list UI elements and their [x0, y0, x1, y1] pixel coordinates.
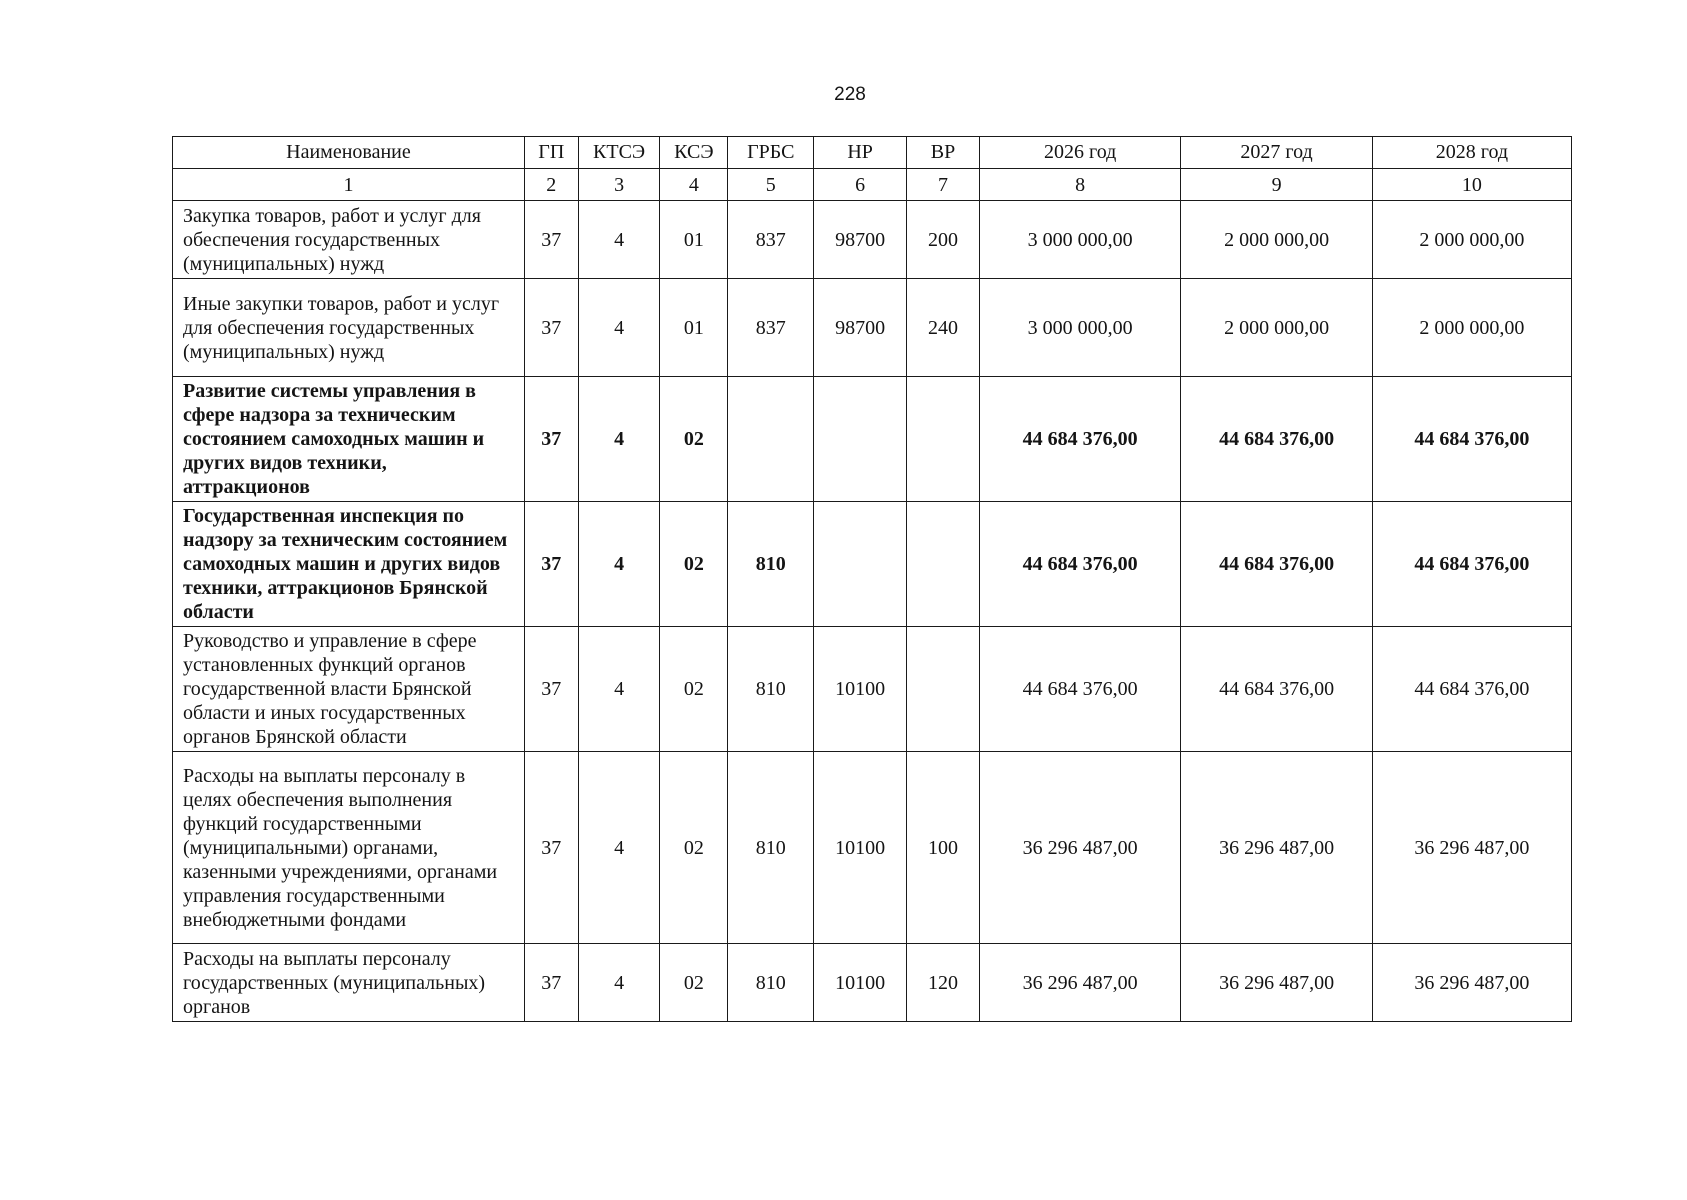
- cell-ktse: 4: [578, 377, 660, 502]
- cell-2028: 44 684 376,00: [1372, 627, 1571, 752]
- column-number-row: [173, 169, 1572, 201]
- cell-gp: 37: [524, 752, 578, 944]
- cell-kse: 01: [660, 279, 728, 377]
- cell-nr: 10100: [814, 944, 907, 1022]
- cell-gp: 37: [524, 944, 578, 1022]
- cell-kse: 02: [660, 752, 728, 944]
- header-2026: 2026 год: [980, 137, 1181, 169]
- cell-2026: 36 296 487,00: [980, 944, 1181, 1022]
- cell-vr: 200: [906, 201, 979, 279]
- cell-2028: 44 684 376,00: [1372, 377, 1571, 502]
- cell-vr: [906, 377, 979, 502]
- header-2028: 2028 год: [1372, 137, 1571, 169]
- cell-grbs: 837: [728, 279, 814, 377]
- cell-2028: 36 296 487,00: [1372, 944, 1571, 1022]
- cell-kse: 01: [660, 201, 728, 279]
- cell-2028: 2 000 000,00: [1372, 279, 1571, 377]
- row-name: Развитие системы управления в сфере надзора за техническим состоянием самоходных машин и других видов техники, аттракционов: [173, 377, 525, 502]
- cell-grbs: 837: [728, 201, 814, 279]
- cell-2027: 44 684 376,00: [1181, 627, 1373, 752]
- cell-nr: [814, 502, 907, 627]
- cell-grbs: [728, 377, 814, 502]
- cell-2026: 44 684 376,00: [980, 627, 1181, 752]
- column-number: 10: [1372, 169, 1571, 201]
- table-row: [173, 377, 1572, 502]
- cell-grbs: 810: [728, 502, 814, 627]
- cell-2026: 3 000 000,00: [980, 201, 1181, 279]
- column-number: 5: [728, 169, 814, 201]
- cell-grbs: 810: [728, 627, 814, 752]
- page-number: 228: [834, 84, 866, 105]
- cell-gp: 37: [524, 279, 578, 377]
- cell-gp: 37: [524, 377, 578, 502]
- table-row: [173, 201, 1572, 279]
- column-number: 8: [980, 169, 1181, 201]
- cell-2027: 44 684 376,00: [1181, 377, 1373, 502]
- cell-2027: 36 296 487,00: [1181, 752, 1373, 944]
- cell-2028: 2 000 000,00: [1372, 201, 1571, 279]
- cell-2028: 36 296 487,00: [1372, 752, 1571, 944]
- cell-2027: 2 000 000,00: [1181, 279, 1373, 377]
- cell-grbs: 810: [728, 752, 814, 944]
- cell-ktse: 4: [578, 944, 660, 1022]
- header-kse: КСЭ: [660, 137, 728, 169]
- cell-gp: 37: [524, 502, 578, 627]
- table-row: [173, 752, 1572, 944]
- cell-2027: 44 684 376,00: [1181, 502, 1373, 627]
- header-name: Наименование: [173, 137, 525, 169]
- header-grbs: ГРБС: [728, 137, 814, 169]
- header-ktse: КТСЭ: [578, 137, 660, 169]
- table-row: [173, 502, 1572, 627]
- cell-2027: 36 296 487,00: [1181, 944, 1373, 1022]
- column-number: 6: [814, 169, 907, 201]
- row-name: Расходы на выплаты персоналу в целях обеспечения выполнения функций государственными (муниципальными) органами, казенными учреждениями, органами управления государственными внебюджетными фондами: [173, 752, 525, 944]
- cell-2026: 36 296 487,00: [980, 752, 1181, 944]
- budget-table: [172, 136, 1572, 1022]
- cell-ktse: 4: [578, 627, 660, 752]
- cell-gp: 37: [524, 627, 578, 752]
- header-vr: ВР: [906, 137, 979, 169]
- cell-kse: 02: [660, 502, 728, 627]
- column-number: 9: [1181, 169, 1373, 201]
- cell-ktse: 4: [578, 279, 660, 377]
- column-number: 7: [906, 169, 979, 201]
- cell-kse: 02: [660, 944, 728, 1022]
- header-row: [173, 137, 1572, 169]
- column-number: 3: [578, 169, 660, 201]
- cell-2028: 44 684 376,00: [1372, 502, 1571, 627]
- row-name: Закупка товаров, работ и услуг для обеспечения государственных (муниципальных) нужд: [173, 201, 525, 279]
- cell-2026: 44 684 376,00: [980, 377, 1181, 502]
- cell-vr: 100: [906, 752, 979, 944]
- cell-ktse: 4: [578, 502, 660, 627]
- table-row: [173, 627, 1572, 752]
- cell-nr: 98700: [814, 279, 907, 377]
- cell-vr: [906, 627, 979, 752]
- header-nr: НР: [814, 137, 907, 169]
- cell-2026: 44 684 376,00: [980, 502, 1181, 627]
- column-number: 1: [173, 169, 525, 201]
- cell-2026: 3 000 000,00: [980, 279, 1181, 377]
- row-name: Руководство и управление в сфере установленных функций органов государственной власти Брянской области и иных государственных органов Брянской области: [173, 627, 525, 752]
- cell-ktse: 4: [578, 752, 660, 944]
- cell-gp: 37: [524, 201, 578, 279]
- cell-vr: 240: [906, 279, 979, 377]
- cell-vr: [906, 502, 979, 627]
- cell-nr: 98700: [814, 201, 907, 279]
- column-number: 4: [660, 169, 728, 201]
- cell-nr: [814, 377, 907, 502]
- header-gp: ГП: [524, 137, 578, 169]
- cell-vr: 120: [906, 944, 979, 1022]
- cell-kse: 02: [660, 627, 728, 752]
- cell-ktse: 4: [578, 201, 660, 279]
- cell-kse: 02: [660, 377, 728, 502]
- cell-2027: 2 000 000,00: [1181, 201, 1373, 279]
- table-row: [173, 279, 1572, 377]
- row-name: Государственная инспекция по надзору за техническим состоянием самоходных машин и других видов техники, аттракционов Брянской области: [173, 502, 525, 627]
- cell-grbs: 810: [728, 944, 814, 1022]
- header-2027: 2027 год: [1181, 137, 1373, 169]
- row-name: Расходы на выплаты персоналу государственных (муниципальных) органов: [173, 944, 525, 1022]
- column-number: 2: [524, 169, 578, 201]
- table-row: [173, 944, 1572, 1022]
- cell-nr: 10100: [814, 752, 907, 944]
- cell-nr: 10100: [814, 627, 907, 752]
- row-name: Иные закупки товаров, работ и услуг для обеспечения государственных (муниципальных) нужд: [173, 279, 525, 377]
